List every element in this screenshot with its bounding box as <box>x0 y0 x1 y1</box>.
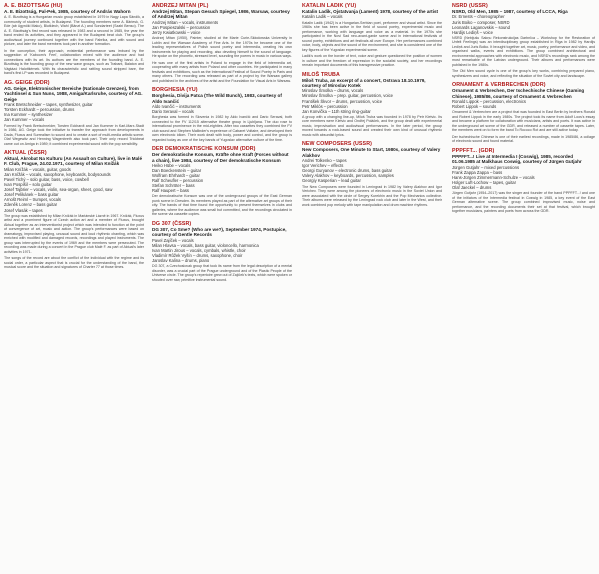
credit-line: Ivan Martin Jirous – vocals, cymbals, whistle, choir <box>152 247 246 253</box>
credit-line: Ralf Scheufler – percussion <box>152 178 204 184</box>
entry-section <box>302 141 442 207</box>
credit-line: Hardijs Lediņš – voice <box>452 29 493 35</box>
entry-section <box>152 221 292 282</box>
entry-title: DG 307 (ČSSR) <box>152 220 192 227</box>
body-paragraph: Ladik's work on the border of text, voice and gesture questioned the position of women in culture and the freedom of expression in the socialist society, and her recordings remain important documents of this transgressive practice. <box>302 54 442 67</box>
credit-line: Pavel Tichý – solo guitar, bass, voice, cowbell <box>4 177 89 182</box>
track-heading: A. E. Bizottság, Pal-Pek, 1985, courtesy of András Wahorn <box>4 9 131 14</box>
credit-line: Igor Verichev – effects <box>302 163 344 169</box>
column-4 <box>452 3 595 571</box>
track-heading: Borghesia, Divija Patca (The Wild Bunch), 1983, courtesy of Aldo Ivančić <box>152 93 282 104</box>
credit-line: Ralf Haupert – bass <box>152 188 190 194</box>
credit-line: Pavel Zajíček – vocals <box>152 237 194 243</box>
track-heading: Der demokratische Konsum, Kräfte ohne Kraft (Forces without a chain), live 1984, courtesy of Der demokratische Konsum <box>152 152 289 163</box>
column-2 <box>152 3 292 571</box>
credit-line: Jan Konvička – 11th string ring-guitar <box>302 108 371 114</box>
credit-line: Frank Bretschneider – tapes, synthesizer, guitar <box>4 102 93 108</box>
entry-section <box>302 3 442 68</box>
credit-line: Ina Kummer – synthesizer <box>4 112 53 118</box>
column-3 <box>302 3 442 571</box>
track-heading: Miloš Truba, an excerpt of a concert, Ostrava 18.10.1979, courtesy of Miroslav Kotek <box>302 77 426 88</box>
body-paragraph: Ornament & Verbrechen are a project that was founded in East Berlin by brothers Ronald and Robert Lippok in the early 1980s. The project took its name from Adolf Loos's essay and became a platform for collaboration with musicians, artists and poets. It was active in the underground art scene of the GDR, and released a number of cassette tapes. Later, the members went on to form the band To Rococo Rot and are still active today. <box>452 110 595 133</box>
credit-line: Torsten Eckhardt – percussion, drums <box>4 107 75 113</box>
credit-line: Andrei Tolkenko – tapes <box>302 158 347 164</box>
entry-title: KATALIN LADIK (YU) <box>302 3 357 9</box>
credit-line: Ronald Lippok – percussion, electronics <box>452 99 527 105</box>
body-paragraph: Andrzej Mitan (1950), Painter, studied at the Marie Curie-Skłodowska University in Lublin and the Warsaw Academy of Fine Arts. In the 1970s he became one of the leading representatives of Polish sound poetry and intermedia, creating his own instruments for playing and recording, also devoting himself to the sound of language. He spoke on the phonetic, stressed level, sounding the poems in music in various ways. <box>152 36 292 59</box>
track-heading: New Composers, One Minute to Start, 1980s, courtesy of Valery Alakhov <box>302 147 441 158</box>
entry-title: NEW COMPOSERS (USSR) <box>302 141 372 148</box>
entry-title: NSRD (USSR) <box>452 3 488 9</box>
body-paragraph: He was one of the first artists in Poland to engage in the field of intermedia art, cooperating with many artists from Poland and other countries. He participated in many festivals and exhibitions, such as the International Festival of Sound Poetry in Paris and many others. The recording was released as part of a project by the Warsaw gallery and published in the archives of the artist and the Foundation for Visual Arts in Warsaw. <box>152 60 292 83</box>
credit-line: Hans-Jürgen Zimmermann-Schulze – vocals <box>452 174 535 180</box>
credit-line: Holger Luft-Lochow – tapes, guitar <box>452 179 517 185</box>
credit-line: Josef Tajbrier – vocals, violin, sea-organ, sheet, good, saw <box>4 187 113 193</box>
credit-line: Andrzej Mitan – vocals, instruments <box>152 19 219 25</box>
entry-title: DER DEMOKRATISCHE KONSUM (DDR) <box>152 146 256 153</box>
entry-title: ANDRZEJ MITAN (PL) <box>152 3 209 9</box>
credit-line: Jan Kummer – vocals <box>4 117 45 123</box>
credit-line: Jerzy Kwiatkowski – voice <box>152 30 201 35</box>
body-paragraph: DG 307, a Czechoslovak group that took its name from the legal description of a mental disorder, was a crucial part of the Prague underground and of the Plastic People of the Universe circle. The group's repertoire grew out of Zajíček's texts, which were spoken or shouted over raw, primitive instrumental sound. <box>152 264 292 282</box>
entry-title: BORGHESIA (YU) <box>152 87 198 94</box>
track-heading: PPPFFT...! Live at Intermedia I (Coswig), 1985, recorded 01.06.1985 at Malkhaus Coswig, courtesy of Jürgen Gutjahr <box>452 153 582 165</box>
entry-section <box>302 72 442 138</box>
entry-section <box>152 3 292 83</box>
track-heading: Andrzej Mitan, Stepan Gesuch Spiegel, 1986, Warsaw, courtesy of Andrzej Mitan <box>152 9 290 20</box>
entry-title: AKTUAL (ČSSR) <box>4 150 47 156</box>
entry-title: MILOŠ TRUBA <box>302 71 340 78</box>
entry-section <box>4 150 144 270</box>
credit-line: Katalin Ladik – vocals <box>302 14 343 20</box>
credit-line: Stefan Schröter – bass <box>152 183 195 189</box>
credit-line: Frank Zappa Zappa – bass <box>452 169 503 175</box>
body-paragraph: In the conception, their approach, existential performance was imbued by the suggestion of 'Kaboom's Feel', collaboration mixed with the audience and had connections with its art. Its authors are the members of the founding band. A. E. Bizottság is the founding group of the new wave groups, such as Trabant, Balaton and Vágtázó Halottkémek. With its characteristic and rattling sound stripped bare, the band's first LP was recorded in Budapest. <box>4 48 144 76</box>
credit-line: Robert Lippok – sounds <box>452 104 497 110</box>
credit-line: Jan Knížák – vocals, saxophone, keyboards, bodysounds <box>4 171 111 177</box>
credit-line: Valery Alakhov – keyboards, percussion, samples <box>302 173 394 179</box>
credit-line: Dario Seraval – vocals <box>152 109 194 114</box>
entry-title: PPPFFT... (GDR) <box>452 147 495 154</box>
credit-line: Miroslav Šmolka – prep. guitar, percussion, voice <box>302 93 394 99</box>
body-paragraph: Formed by Frank Bretschneider, Torsten Eckhardt and Jan Kummer in Karl-Marx-Stadt in 1986, AG. Geige took the initiative to transfer the approach from developments in Dada, Fluxus and Surrealism to sound and to create a sort of multi-media artistic scene. Olaf Wegewitz and Henning Wagenbreth also took part. Their only record Trickbeat came out on Amiga in 1989; it combined experimental sound with the pop sensibility. <box>4 123 144 146</box>
credit-line: Josef Pelikánek – bass guitar <box>4 192 59 198</box>
entry-section <box>152 87 292 142</box>
entry-title: ORNAMENT & VERBRECHEN (DDR) <box>452 82 546 89</box>
entry-section <box>4 80 144 146</box>
entry-title: A. E. BIZOTTSÁG (HU) <box>4 3 63 9</box>
credit-line: Leonards Laganovskis – sound <box>452 24 510 30</box>
entry-section <box>452 148 595 214</box>
body-paragraph: The Old Men sound cycle is one of the group's key works, combining prepared piano, synthesizers and voice, and reflecting the situation of the Soviet city and landscape. <box>452 69 595 78</box>
credit-line: František Škvor – drums, percussion, voice <box>302 98 383 104</box>
credit-line: Petr Miklós – percussion <box>302 103 348 109</box>
credit-line: Aldo Ivančić – instruments <box>152 103 201 109</box>
body-paragraph: The New Composers were founded in Leningrad in 1982 by Valery Alakhov and Igor Verichev. They were among the pioneers of electronic music in the Soviet Union and were associated with the circle of Sergey Kurekhin and the Pop Mechanics collective. Their albums were released by the Leningrad rock club and later in the West, and their work combined pop melody with tape manipulation and drum machine rhythms. <box>302 184 442 207</box>
entry-section <box>4 3 144 76</box>
credit-line: Dan Boeckenstein – guitar <box>152 168 202 173</box>
credit-line: Miroslav Šmolka – drums, vocals <box>302 88 364 94</box>
credit-line: Milan Knížák – vocals, guitar, goods <box>4 166 71 172</box>
credit-line: Dr. Ernests – choreographer <box>452 14 505 20</box>
track-heading: DG 307, Co Sme? (Who are we?), September 1974, Postupice, courtesy of Gentle Records <box>152 226 287 238</box>
credit-line: Georgiy Kasperian – lead guitar <box>302 178 361 184</box>
body-paragraph: The songs of the record are about the conflict of the individual with the regime and its social order, a particular aspect that is crucial for the understanding of the band, the musical score and the situation and signatures of Charter 77 at those times. <box>4 256 144 270</box>
credit-line: Milan Hlavsa – vocals, bass guitar, violoncello, harmonica <box>152 242 259 248</box>
track-heading: NSRD, Old Men, 1985 – 1987, courtesy of LCCA, Riga <box>452 9 568 14</box>
credit-line: Jürgen Gutjahr – mixed percussions <box>452 164 520 170</box>
body-paragraph: NSRD (Nebijušu Sakņu Rekonstrukcijas Darbnīca – Workshop for the Restoration of Unfelt Feelings) was an interdisciplinary group established in Riga in 1982 by Hardijs Lediņš and Juris Boiko. It brought together art, music, poetry, performance and video, and organised walks, events and exhibitions. The group combined architectural and environmental approaches with electronic music, and NSRD's recordings rank among the most remarkable of the Latvian underground. Their albums and performances were published in the 1980s. <box>452 35 595 67</box>
track-heading: Ornament & Verbrechen, Der tschechische Chinese (Gaming Chinese), 1985/86, courtesy of Ornament & Verbrechen <box>452 88 585 99</box>
entry-title: AG. GEIGE (DDR) <box>4 79 50 86</box>
credit-line: Ivan Pospíšil – solo guitar <box>4 182 52 188</box>
entry-section <box>452 3 595 78</box>
credit-line: Georgi Guryanov – electronic drums, bass guitar <box>302 168 393 174</box>
body-paragraph: Der demokratische Konsum was one of the underground groups of the East German punk scene in Dresden. Its members played as part of the alternative art groups of their city. The bands of that time found the opportunity to present themselves in clubs and galleries, where the audience was small but committed, and the recordings circulated in the scene via cassette copies. <box>152 194 292 217</box>
credit-line: Vladimír Růžek Vyšín – drums, saxophone, choir <box>152 253 243 259</box>
body-paragraph: The group was established by Milan Knížák in Mariánské Lázně in 1967. Knížák, Fluxus artist and a prominent figure of Czech action art and a member of Fluxus, brought Aktual together as an interventionist project which was intended to function at the point of convergence of art, music and action. The group's performances were based on dramaturgy, improvised playing, unusual sound and loud rhythmic chanting, which was enriched with modified and damaged records, recordings and played instruments. The group was interrupted by the events of 1969 and the members were persecuted. The recording was made during a concert in the Prague club Malé F. as part of Aktual's later activities in 1971. <box>4 213 144 254</box>
credit-line: Zdeněk Lorenz – bass guitar <box>4 202 58 208</box>
entry-section <box>452 82 595 144</box>
credit-line: Jaroslav Kalina – drums, piano <box>152 258 210 264</box>
body-paragraph: Der tschechische Chinese is one of their earliest recordings, made in 1985/86, a collage of electronic sound and found material. <box>452 134 595 144</box>
credit-line: Wolfram Ehrhardt – guitar <box>152 173 200 179</box>
body-paragraph: Borghesia was formed in Slovenia in 1982 by Aldo Ivančić and Dario Seraval, both connected to the FV 112/15 alternative theatre group in Ljubljana. The duo rose to international prominence in the mid-eighties. After two cassettes they combined the FV club sound and Stephen Mallinder's experience of Cabaret Voltaire, and developed their own electronic idiom. Their work dealt with body, power and control, and the group is regarded today as one of the key bands of Yugoslav alternative culture of the time. <box>152 115 292 142</box>
body-paragraph: A. E. Bizottság is a Hungarian music group established in 1979 in Nagy Lapa Sändik, a community of student artists, in Budapest. The founding members were A. Bäriesk, G. Ede (ab ügynöki Mako), Blutklech, Wahl (Bänzt A.) and Sondarteet (Szabi Benso). The A. E. Bizottság's first record was released in 1983 and a second in 1985, the year the band ended its activities, and they appeared in the Budapest beat club. The group's audiovisual journey continued together with the band Fabrika, and with sound and picture, and later the band members took part in another formation. <box>4 15 144 47</box>
credit-line: Arnošt Reiml – trumpet, vocals <box>4 197 62 203</box>
credit-line: Olaf Jaeckel – drums <box>452 184 492 190</box>
entry-section <box>152 146 292 217</box>
credit-line: Heiko Hübe – vocals <box>152 162 191 168</box>
track-heading: Aktual, Akrobat Na Kulturu (An Assault on Culture), live in Malé F. Club, Prague, 24.02.1971, courtesy of Milan Knížák <box>4 156 142 167</box>
credit-line: Juris Boiko – composer, NSRD <box>452 19 510 25</box>
track-heading: Katalin Ladik, Ojstatvanja (Lament) 1978, courtesy of the artist <box>302 9 439 14</box>
credit-line: Josef Vlasák – tapes <box>4 207 43 213</box>
body-paragraph: Jürgen Gutjahr (1954–2017) was the singer and founder of the band PPPFFT...! and one of the initiators of the Intermedia festival in Coswig in 1985, a key event of the East German alternative scene. The group combined improvised music, noise and performance, and the recording documents their set at that festival, which brought together musicians, painters and poets from across the GDR. <box>452 191 595 214</box>
track-heading: AG. Geige, Elektronischer Bereiche (Nationale Grenzen), from Yachtinsel & Sun Nuns, 1988, Amiga/Karlsruhe, courtesy of AG. Geige <box>4 85 143 102</box>
column-1 <box>4 3 144 571</box>
body-paragraph: A group with a changing line-up, Miloš Truba was founded in 1978 by Petr Kletvic. Its core members were Kletvic and Ondřej Poláček, and the group dealt with experimental music, improvisation and audiovisual performances. In the later period, the group moved towards a rock-based sound and created their own kind of unusual rhythmic music with absurdist lyrics. <box>302 114 442 137</box>
body-paragraph: Katalin Ladik (1942) is a Hungarian-Serbian poet, performer and visual artist. Since the 1960s she has been active in the field of sound poetry, experimental music and performance, working with language and voice as a material. In the 1970s she participated in the Novi Sad neo-avant-garde scene and in international festivals of sound poetry, exhibitions and art festivals all over Europe. Her performances combined voice, body, objects and the sound of the environment, and she is considered one of the key figures of the Yugoslav experimental scene. <box>302 20 442 52</box>
credit-line: Jan Pospieszalski – percussion <box>152 24 211 30</box>
